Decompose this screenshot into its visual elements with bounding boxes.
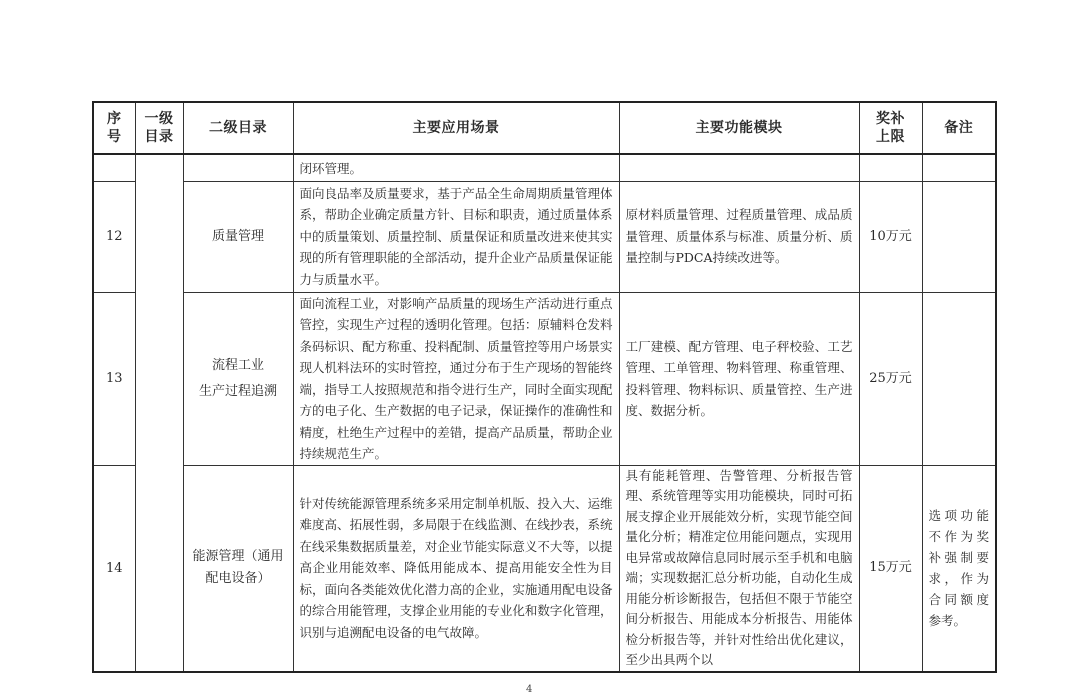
- table-row: [93, 292, 996, 465]
- cell-note: [922, 292, 996, 465]
- table-row-continuation: [93, 154, 996, 181]
- cell-scene: 闭环管理。: [293, 154, 619, 181]
- cell-modules: 原材料质量管理、过程质量管理、成品质量管理、质量体系与标准、质量分析、质量控制与PDCA持续改进等。: [619, 181, 859, 292]
- header-seq: 序 号: [93, 102, 135, 154]
- cell-level2: 能源管理（通用配电设备）: [183, 465, 293, 672]
- cell-level2: 质量管理: [183, 181, 293, 292]
- cell-subsidy: 10万元: [859, 181, 922, 292]
- header-subsidy: 奖补 上限: [859, 102, 922, 154]
- header-level1: 一级 目录: [135, 102, 183, 154]
- cell-scene: 面向良品率及质量要求，基于产品全生命周期质量管理体系，帮助企业确定质量方针、目标和职责，通过质量体系中的质量策划、质量控制、质量保证和质量改进来使其实现的所有管理职能的全部活动，提升企业产品质量保证能力与质量水平。: [293, 181, 619, 292]
- cell-level1-merged: [135, 154, 183, 672]
- cell-modules: [619, 154, 859, 181]
- page-number: 4: [526, 684, 533, 695]
- cell-note: 选项功能不作为奖补强制要求，作为合同额度参考。: [922, 465, 996, 672]
- table-row: [93, 181, 996, 292]
- header-note: 备注: [922, 102, 996, 154]
- cell-subsidy: [859, 154, 922, 181]
- cell-level2: [183, 154, 293, 181]
- cell-scene: 面向流程工业，对影响产品质量的现场生产活动进行重点管控，实现生产过程的透明化管理。包括：原辅料仓发料条码标识、配方称重、投料配制、质量管控等用户场景实现人机料法环的实时管控，通过分布于生产现场的智能终端，指导工人按照规范和指令进行生产，同时全面实现配方的电子化、生产数据的电子记录，保证操作的准确性和精度，杜绝生产过程中的差错，提高产品质量，帮助企业持续规范生产。: [293, 292, 619, 465]
- table-row: [93, 465, 996, 672]
- header-modules: 主要功能模块: [619, 102, 859, 154]
- cell-scene: 针对传统能源管理系统多采用定制单机版、投入大、运维难度高、拓展性弱，多局限于在线监测、在线抄表，系统在线采集数据质量差，对企业节能实际意义不大等，以提高企业用能效率、降低用能成本、提高用能安全性为目标，面向各类能效优化潜力高的企业，实施通用配电设备的综合用能管理，支撑企业用能的专业化和数字化管理，识别与追溯配电设备的电气故障。: [293, 465, 619, 672]
- cell-seq: 12: [93, 181, 135, 292]
- cell-note: [922, 181, 996, 292]
- cell-level2: 流程工业 生产过程追溯: [183, 292, 293, 465]
- header-scene: 主要应用场景: [293, 102, 619, 154]
- header-level2: 二级目录: [183, 102, 293, 154]
- cell-seq: [93, 154, 135, 181]
- cell-modules: 具有能耗管理、告警管理、分析报告管理、系统管理等实用功能模块，同时可拓展支撑企业开展能效分析，实现节能空间量化分析；精准定位用能问题点，实现用电异常或故障信息同时展示至手机和电脑端；实现数据汇总分析功能，自动化生成用能分析诊断报告，包括但不限于节能空间分析报告、用能成本分析报告、用能体检分析报告等，并针对性给出优化建议，至少出具两个以: [619, 465, 859, 672]
- header-row: [93, 102, 996, 154]
- cell-subsidy: 25万元: [859, 292, 922, 465]
- cell-note: [922, 154, 996, 181]
- cell-seq: 13: [93, 292, 135, 465]
- cell-subsidy: 15万元: [859, 465, 922, 672]
- subsidy-catalog-table: [92, 101, 997, 673]
- cell-seq: 14: [93, 465, 135, 672]
- cell-modules: 工厂建模、配方管理、电子秤校验、工艺管理、工单管理、物料管理、称重管理、投料管理、物料标识、质量管控、生产进度、数据分析。: [619, 292, 859, 465]
